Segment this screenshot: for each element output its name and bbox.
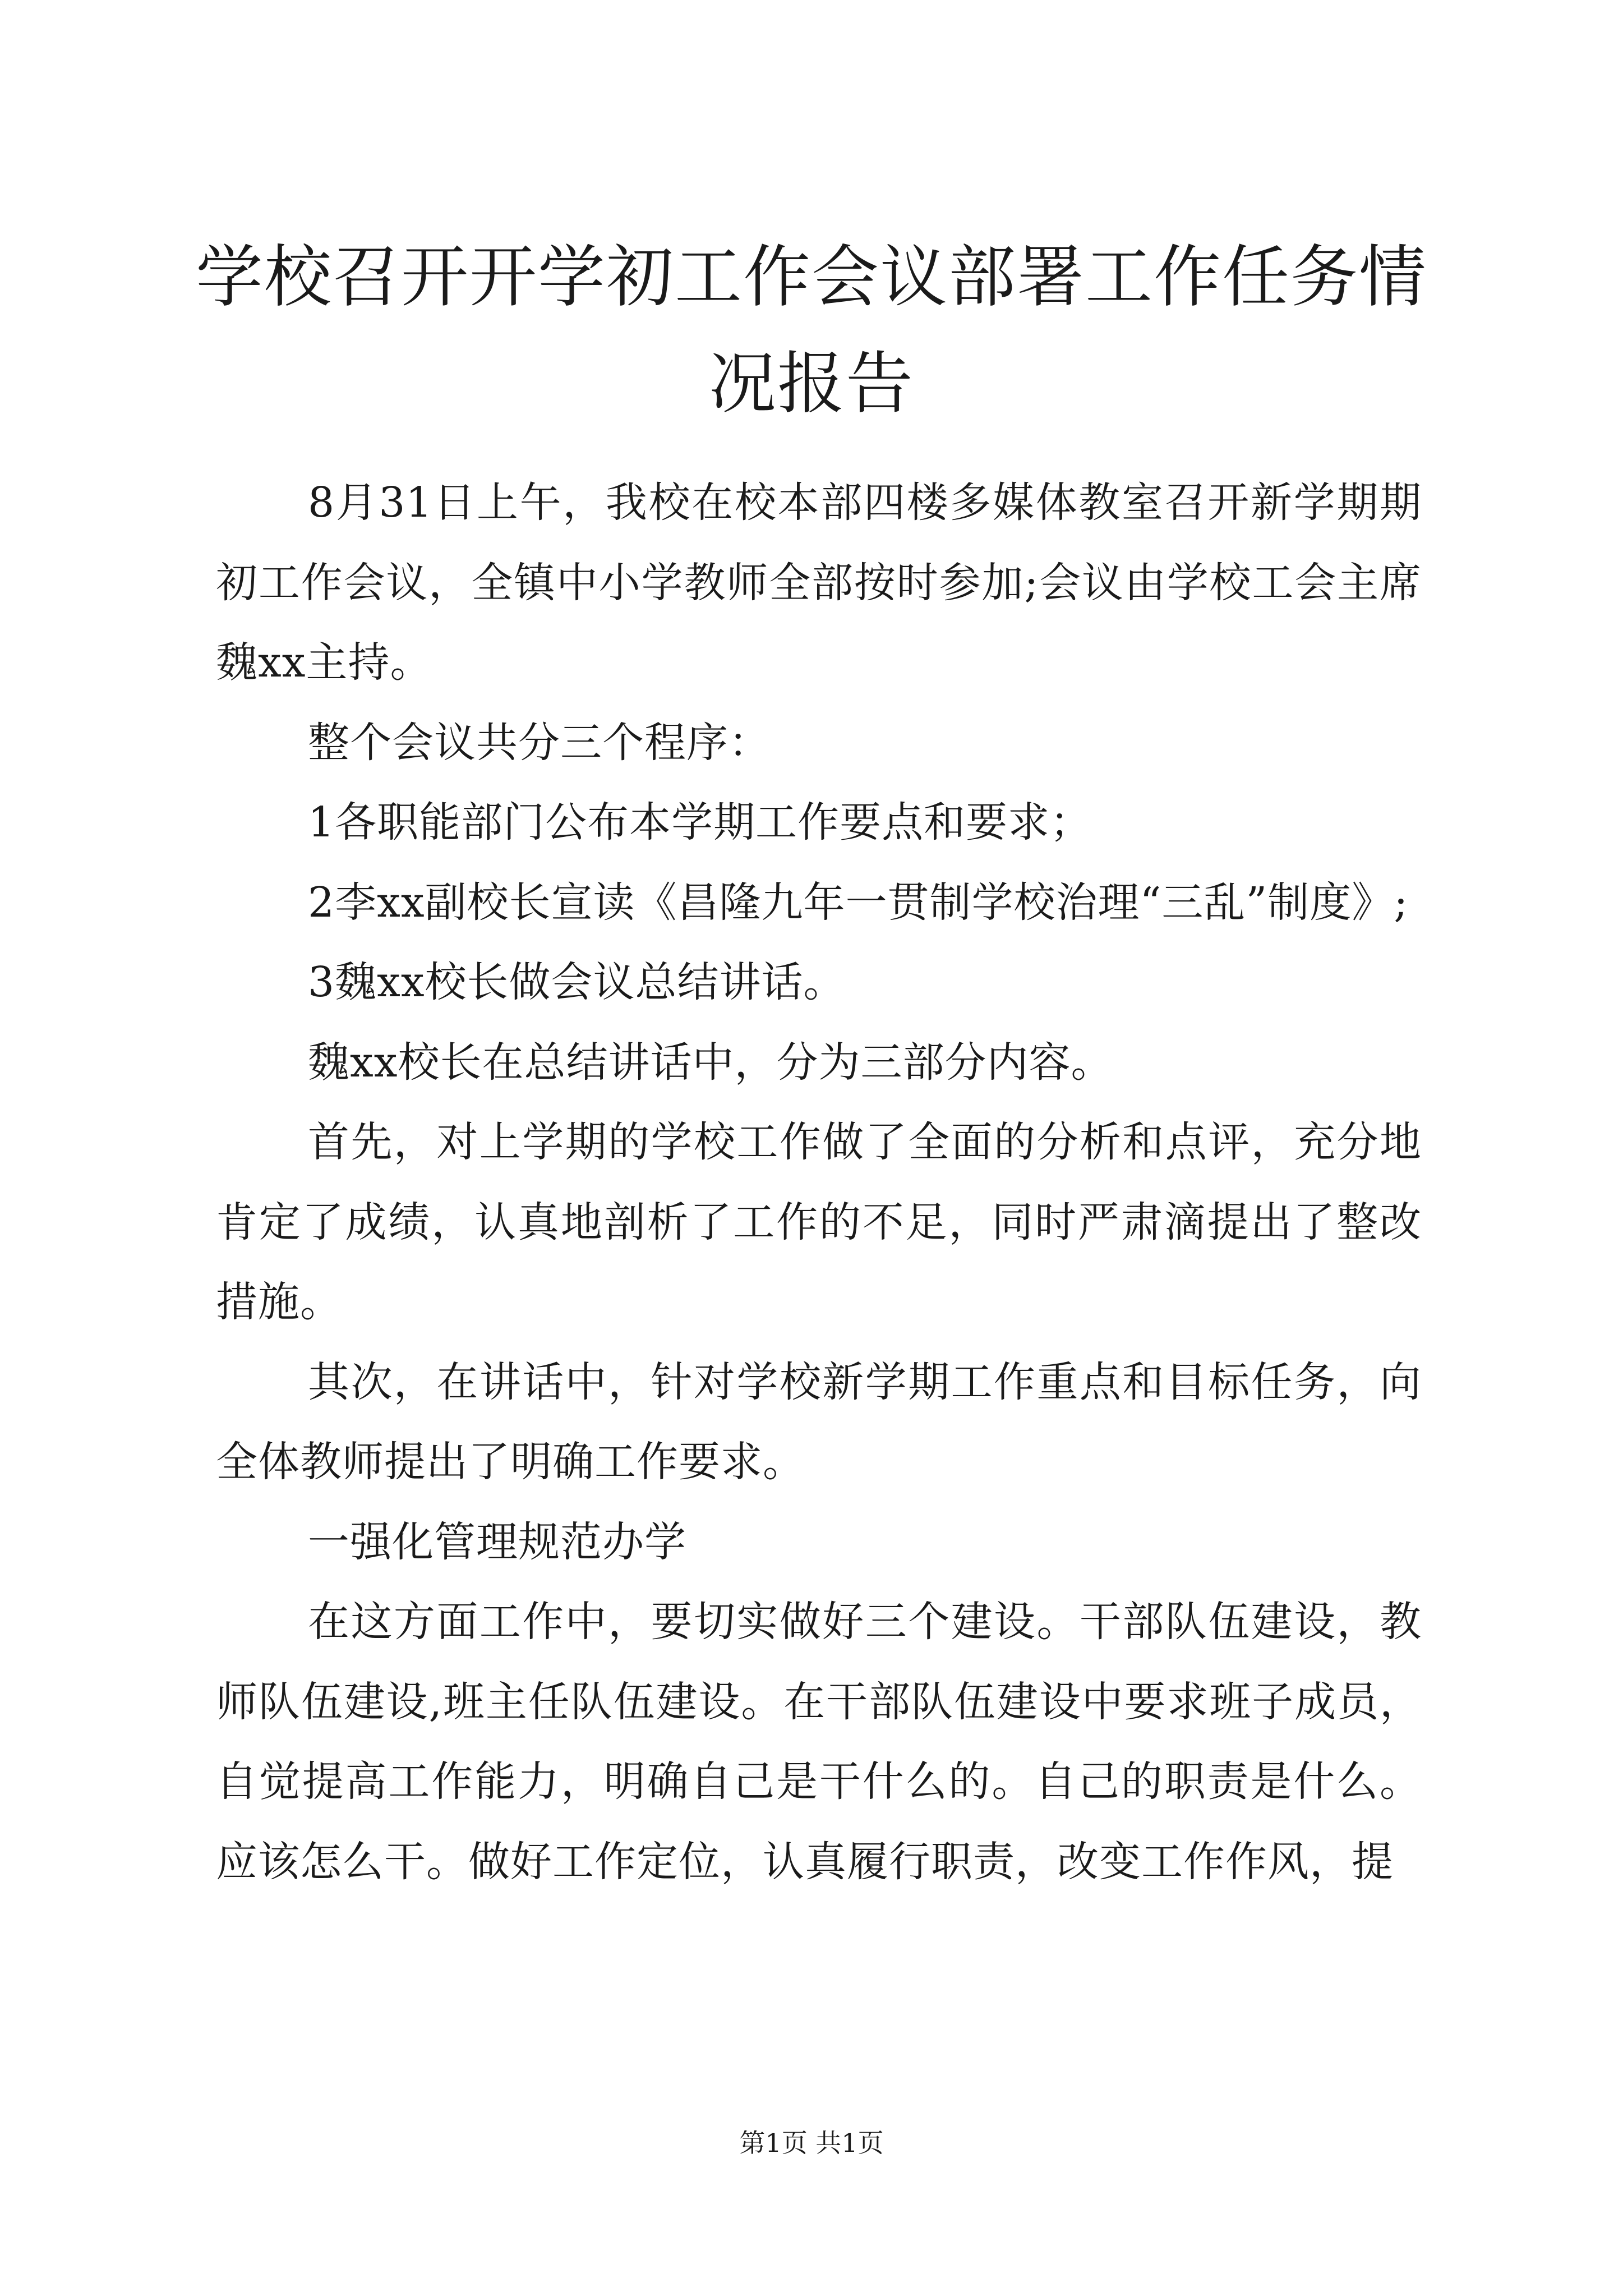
document-body bbox=[216, 463, 1422, 1902]
paragraph: 1各职能部门公布本学期工作要点和要求； bbox=[308, 798, 1092, 846]
paragraph: 2李xx副校长宣读《昌隆九年一贯制学校治理“三乱”制度》; bbox=[308, 878, 1409, 927]
paragraph: 整个会议共分三个程序： bbox=[308, 718, 771, 767]
page-footer: 第1页 共1页 bbox=[739, 2128, 884, 2158]
paragraph: 一强化管理规范办学 bbox=[308, 1517, 686, 1566]
paragraph: 3魏xx校长做会议总结讲话。 bbox=[308, 958, 846, 1006]
paragraph: 8月31日上午，我校在校本部四楼多媒体教室召开新学期期初工作会议，全镇中小学教师全部按时参加;会议由学校工会主席魏xx主持。 bbox=[216, 478, 1422, 687]
paragraph: 首先，对上学期的学校工作做了全面的分析和点评，充分地肯定了成绩，认真地剖析了工作的不足，同时严肃滴提出了整改措施。 bbox=[216, 1118, 1422, 1326]
paragraph: 其次，在讲话中，针对学校新学期工作重点和目标任务，向全体教师提出了明确工作要求。 bbox=[216, 1358, 1422, 1486]
paragraph: 在这方面工作中，要切实做好三个建设。干部队伍建设，教师队伍建设,班主任队伍建设。在干部队伍建设中要求班子成员，自觉提高工作能力，明确自己是干什么的。自己的职责是什么。应该怎么干。做好工作定位，认真履行职责，改变工作作风，提 bbox=[216, 1598, 1422, 1886]
document-title: 学校召开开学初工作会议部署工作任务情况报告 bbox=[196, 238, 1427, 423]
paragraph: 魏xx校长在总结讲话中，分为三部分内容。 bbox=[308, 1038, 1113, 1087]
